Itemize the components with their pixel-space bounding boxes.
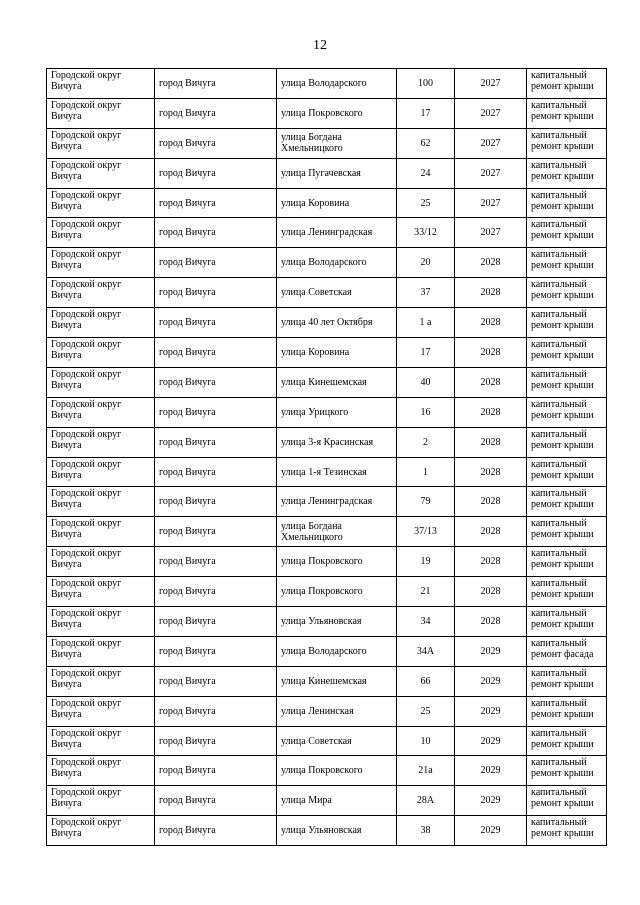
cell-year: 2029 [455, 666, 527, 696]
cell-street: улица Ленинградская [277, 487, 397, 517]
cell-settlement: город Вичуга [155, 696, 277, 726]
cell-work-type: капитальный ремонт крыши [527, 786, 607, 816]
cell-settlement: город Вичуга [155, 427, 277, 457]
table-row [47, 69, 607, 99]
cell-municipality: Городской округ Вичуга [47, 367, 155, 397]
cell-municipality: Городской округ Вичуга [47, 397, 155, 427]
cell-house-number: 25 [397, 188, 455, 218]
cell-street: улица Советская [277, 726, 397, 756]
cell-year: 2027 [455, 128, 527, 158]
cell-settlement: город Вичуга [155, 158, 277, 188]
cell-house-number: 1 а [397, 308, 455, 338]
table-row [47, 397, 607, 427]
cell-settlement: город Вичуга [155, 338, 277, 368]
cell-house-number: 28А [397, 786, 455, 816]
cell-work-type: капитальный ремонт крыши [527, 158, 607, 188]
cell-municipality: Городской округ Вичуга [47, 308, 155, 338]
cell-street: улица Кинешемская [277, 666, 397, 696]
table-row [47, 457, 607, 487]
cell-settlement: город Вичуга [155, 816, 277, 846]
cell-year: 2029 [455, 816, 527, 846]
cell-work-type: капитальный ремонт фасада [527, 636, 607, 666]
cell-work-type: капитальный ремонт крыши [527, 756, 607, 786]
cell-year: 2027 [455, 218, 527, 248]
cell-street: улица Советская [277, 278, 397, 308]
cell-street: улица Коровина [277, 338, 397, 368]
cell-house-number: 34А [397, 636, 455, 666]
cell-work-type: капитальный ремонт крыши [527, 338, 607, 368]
cell-year: 2027 [455, 69, 527, 99]
cell-settlement: город Вичуга [155, 487, 277, 517]
cell-municipality: Городской округ Вичуга [47, 696, 155, 726]
cell-municipality: Городской округ Вичуга [47, 786, 155, 816]
table-row [47, 517, 607, 547]
cell-house-number: 17 [397, 98, 455, 128]
cell-house-number: 62 [397, 128, 455, 158]
cell-settlement: город Вичуга [155, 786, 277, 816]
cell-municipality: Городской округ Вичуга [47, 517, 155, 547]
cell-street: улица Ульяновская [277, 816, 397, 846]
cell-municipality: Городской округ Вичуга [47, 577, 155, 607]
cell-municipality: Городской округ Вичуга [47, 636, 155, 666]
cell-street: улица Покровского [277, 98, 397, 128]
cell-work-type: капитальный ремонт крыши [527, 547, 607, 577]
cell-work-type: капитальный ремонт крыши [527, 367, 607, 397]
cell-street: улица Володарского [277, 636, 397, 666]
cell-work-type: капитальный ремонт крыши [527, 666, 607, 696]
table-row [47, 607, 607, 637]
cell-year: 2028 [455, 397, 527, 427]
cell-year: 2027 [455, 188, 527, 218]
table-row [47, 547, 607, 577]
cell-year: 2028 [455, 517, 527, 547]
cell-work-type: капитальный ремонт крыши [527, 427, 607, 457]
cell-work-type: капитальный ремонт крыши [527, 397, 607, 427]
table-row [47, 188, 607, 218]
table-row [47, 278, 607, 308]
cell-house-number: 10 [397, 726, 455, 756]
page-number: 12 [313, 38, 327, 53]
cell-house-number: 40 [397, 367, 455, 397]
cell-house-number: 1 [397, 457, 455, 487]
cell-street: улица Пугачевская [277, 158, 397, 188]
cell-settlement: город Вичуга [155, 188, 277, 218]
cell-street: улица Покровского [277, 547, 397, 577]
table-row [47, 128, 607, 158]
table-row [47, 726, 607, 756]
cell-year: 2029 [455, 786, 527, 816]
cell-year: 2028 [455, 607, 527, 637]
cell-year: 2029 [455, 696, 527, 726]
cell-year: 2028 [455, 308, 527, 338]
table-row [47, 158, 607, 188]
cell-year: 2028 [455, 367, 527, 397]
cell-street: улица Покровского [277, 577, 397, 607]
cell-street: улица Богдана Хмельницкого [277, 128, 397, 158]
cell-street: улица Ленинская [277, 696, 397, 726]
table-row [47, 338, 607, 368]
table-row [47, 786, 607, 816]
table-row [47, 756, 607, 786]
cell-municipality: Городской округ Вичуга [47, 547, 155, 577]
cell-house-number: 100 [397, 69, 455, 99]
cell-municipality: Городской округ Вичуга [47, 218, 155, 248]
cell-settlement: город Вичуга [155, 308, 277, 338]
cell-work-type: капитальный ремонт крыши [527, 128, 607, 158]
cell-street: улица Кинешемская [277, 367, 397, 397]
cell-municipality: Городской округ Вичуга [47, 69, 155, 99]
cell-year: 2028 [455, 487, 527, 517]
cell-house-number: 66 [397, 666, 455, 696]
cell-work-type: капитальный ремонт крыши [527, 218, 607, 248]
cell-house-number: 19 [397, 547, 455, 577]
cell-municipality: Городской округ Вичуга [47, 98, 155, 128]
cell-work-type: капитальный ремонт крыши [527, 308, 607, 338]
table-row [47, 816, 607, 846]
cell-house-number: 24 [397, 158, 455, 188]
table-row [47, 666, 607, 696]
cell-work-type: капитальный ремонт крыши [527, 457, 607, 487]
cell-house-number: 17 [397, 338, 455, 368]
cell-work-type: капитальный ремонт крыши [527, 278, 607, 308]
cell-municipality: Городской округ Вичуга [47, 726, 155, 756]
cell-street: улица Коровина [277, 188, 397, 218]
cell-municipality: Городской округ Вичуга [47, 158, 155, 188]
cell-house-number: 21 [397, 577, 455, 607]
cell-year: 2027 [455, 98, 527, 128]
table-row [47, 98, 607, 128]
cell-street: улица Володарского [277, 69, 397, 99]
table-row [47, 248, 607, 278]
cell-settlement: город Вичуга [155, 607, 277, 637]
cell-year: 2028 [455, 248, 527, 278]
cell-house-number: 34 [397, 607, 455, 637]
repair-schedule-table [46, 68, 607, 846]
cell-work-type: капитальный ремонт крыши [527, 696, 607, 726]
cell-settlement: город Вичуга [155, 577, 277, 607]
cell-street: улица 3-я Красинская [277, 427, 397, 457]
cell-house-number: 37 [397, 278, 455, 308]
cell-street: улица Мира [277, 786, 397, 816]
cell-year: 2028 [455, 338, 527, 368]
cell-work-type: капитальный ремонт крыши [527, 98, 607, 128]
cell-house-number: 33/12 [397, 218, 455, 248]
cell-settlement: город Вичуга [155, 98, 277, 128]
table-row [47, 367, 607, 397]
cell-settlement: город Вичуга [155, 756, 277, 786]
cell-municipality: Городской округ Вичуга [47, 188, 155, 218]
cell-street: улица Богдана Хмельницкого [277, 517, 397, 547]
cell-year: 2028 [455, 457, 527, 487]
cell-street: улица Володарского [277, 248, 397, 278]
cell-work-type: капитальный ремонт крыши [527, 517, 607, 547]
cell-work-type: капитальный ремонт крыши [527, 607, 607, 637]
cell-house-number: 38 [397, 816, 455, 846]
table-row [47, 696, 607, 726]
table-row [47, 218, 607, 248]
cell-municipality: Городской округ Вичуга [47, 427, 155, 457]
cell-work-type: капитальный ремонт крыши [527, 248, 607, 278]
cell-street: улица Ленинградская [277, 218, 397, 248]
cell-house-number: 79 [397, 487, 455, 517]
cell-settlement: город Вичуга [155, 397, 277, 427]
cell-work-type: капитальный ремонт крыши [527, 816, 607, 846]
cell-settlement: город Вичуга [155, 547, 277, 577]
cell-settlement: город Вичуга [155, 726, 277, 756]
cell-year: 2029 [455, 726, 527, 756]
cell-street: улица 40 лет Октября [277, 308, 397, 338]
cell-year: 2028 [455, 547, 527, 577]
cell-work-type: капитальный ремонт крыши [527, 487, 607, 517]
cell-municipality: Городской округ Вичуга [47, 666, 155, 696]
cell-municipality: Городской округ Вичуга [47, 338, 155, 368]
cell-street: улица Ульяновская [277, 607, 397, 637]
cell-house-number: 25 [397, 696, 455, 726]
cell-year: 2029 [455, 756, 527, 786]
cell-settlement: город Вичуга [155, 517, 277, 547]
cell-year: 2028 [455, 278, 527, 308]
table-row [47, 427, 607, 457]
cell-year: 2029 [455, 636, 527, 666]
cell-street: улица Урицкого [277, 397, 397, 427]
cell-settlement: город Вичуга [155, 636, 277, 666]
cell-municipality: Городской округ Вичуга [47, 248, 155, 278]
cell-house-number: 20 [397, 248, 455, 278]
cell-work-type: капитальный ремонт крыши [527, 69, 607, 99]
cell-house-number: 16 [397, 397, 455, 427]
cell-settlement: город Вичуга [155, 218, 277, 248]
cell-street: улица Покровского [277, 756, 397, 786]
table-body [47, 69, 607, 846]
cell-settlement: город Вичуга [155, 278, 277, 308]
cell-settlement: город Вичуга [155, 457, 277, 487]
cell-settlement: город Вичуга [155, 69, 277, 99]
cell-municipality: Городской округ Вичуга [47, 128, 155, 158]
table-row [47, 577, 607, 607]
cell-settlement: город Вичуга [155, 666, 277, 696]
cell-municipality: Городской округ Вичуга [47, 278, 155, 308]
cell-year: 2028 [455, 427, 527, 457]
cell-settlement: город Вичуга [155, 248, 277, 278]
cell-municipality: Городской округ Вичуга [47, 607, 155, 637]
table-row [47, 636, 607, 666]
cell-house-number: 37/13 [397, 517, 455, 547]
table-row [47, 487, 607, 517]
table-row [47, 308, 607, 338]
cell-house-number: 21а [397, 756, 455, 786]
cell-municipality: Городской округ Вичуга [47, 756, 155, 786]
cell-work-type: капитальный ремонт крыши [527, 188, 607, 218]
cell-settlement: город Вичуга [155, 128, 277, 158]
cell-municipality: Городской округ Вичуга [47, 457, 155, 487]
cell-house-number: 2 [397, 427, 455, 457]
cell-settlement: город Вичуга [155, 367, 277, 397]
cell-municipality: Городской округ Вичуга [47, 816, 155, 846]
cell-year: 2027 [455, 158, 527, 188]
cell-year: 2028 [455, 577, 527, 607]
cell-work-type: капитальный ремонт крыши [527, 726, 607, 756]
cell-street: улица 1-я Тезинская [277, 457, 397, 487]
cell-work-type: капитальный ремонт крыши [527, 577, 607, 607]
cell-municipality: Городской округ Вичуга [47, 487, 155, 517]
